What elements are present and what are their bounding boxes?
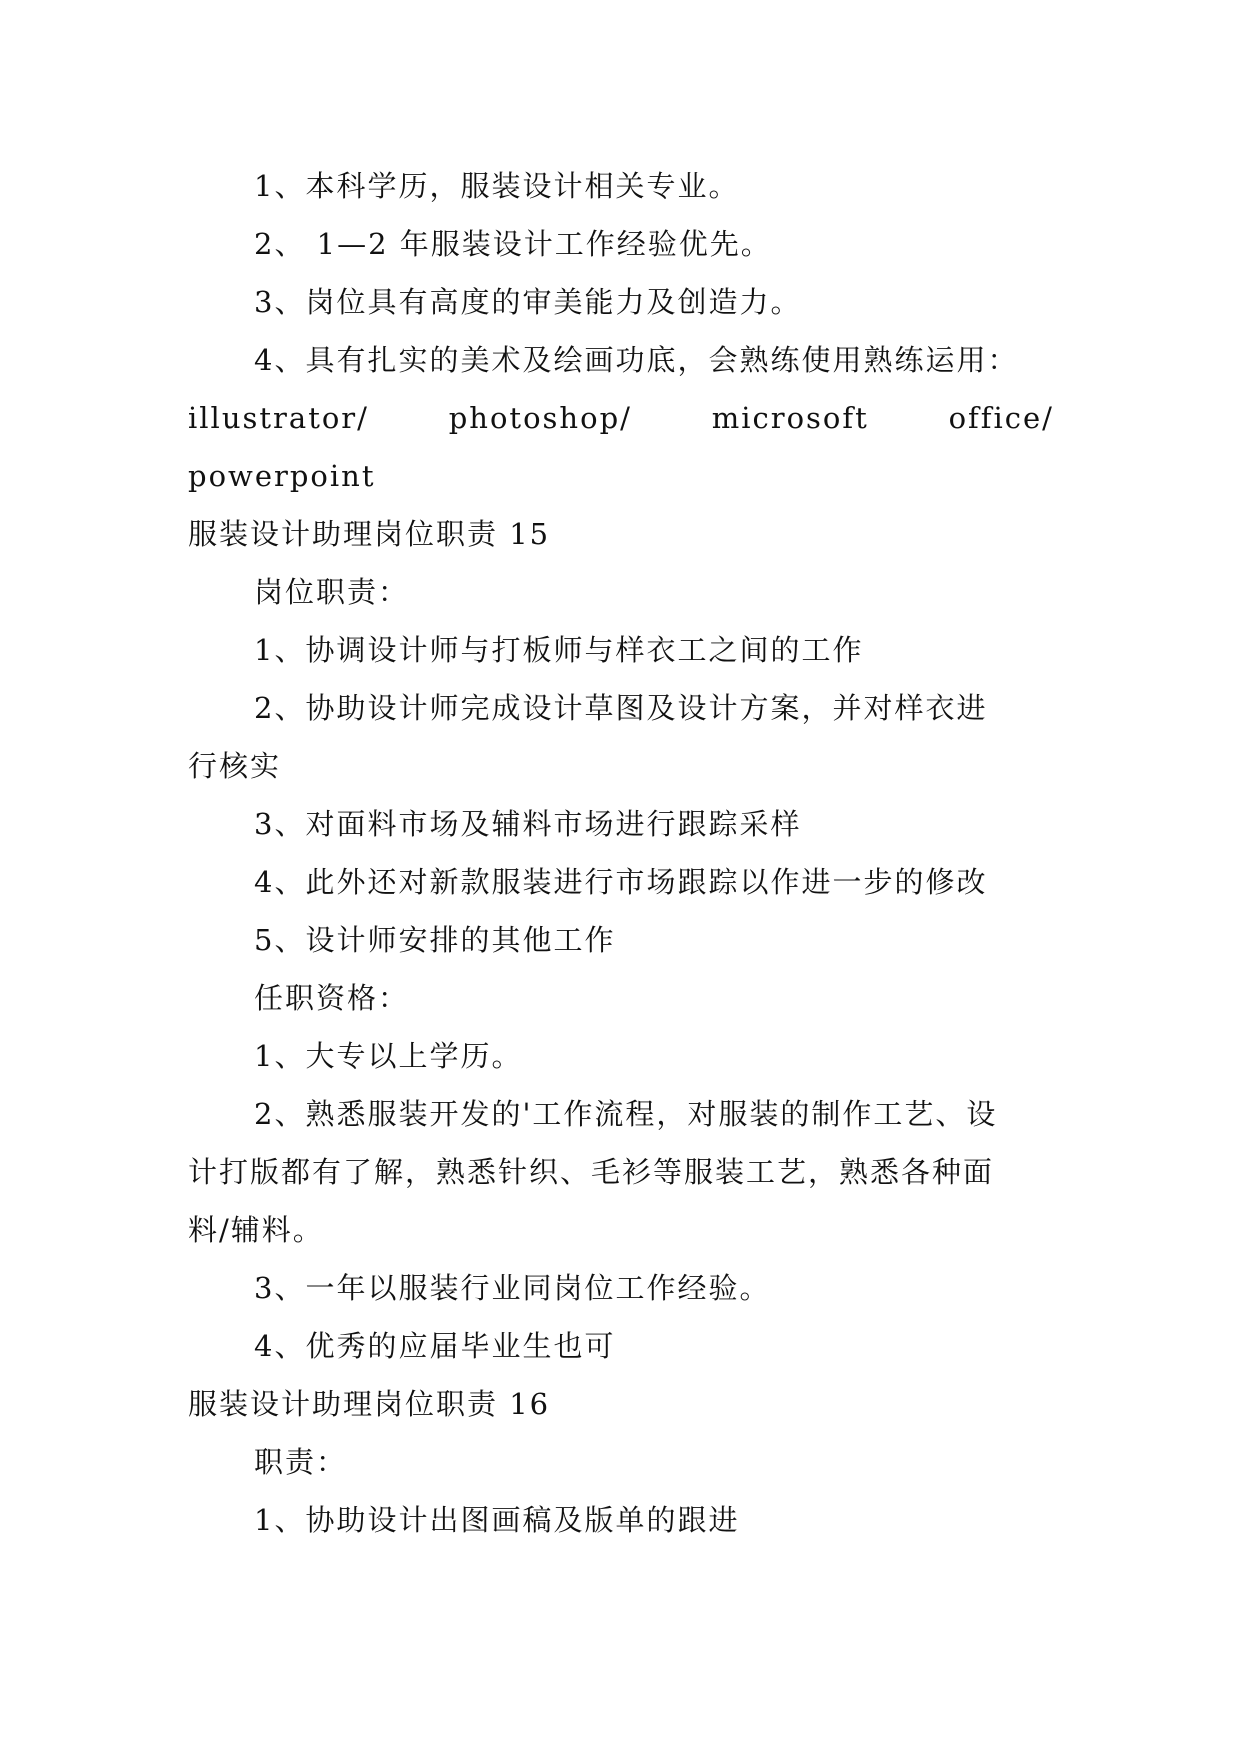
- section-15-duty-4: 4、此外还对新款服装进行市场跟踪以作进一步的修改: [254, 865, 988, 899]
- document-body: [188, 157, 1054, 1549]
- section-16-duty-1: 1、协助设计出图画稿及版单的跟进: [254, 1503, 740, 1537]
- section-15-duty-2-line-2: 行核实: [188, 749, 282, 783]
- requirement-item-1: 1、本科学历，服装设计相关专业。: [254, 169, 740, 203]
- section-15-qualification-2-line-2: 计打版都有了解，熟悉针织、毛衫等服装工艺，熟悉各种面: [188, 1155, 995, 1189]
- section-15-qualification-2: [188, 1085, 1054, 1259]
- section-16-duties-label: 职责：: [254, 1445, 348, 1479]
- requirement-item-4: [188, 331, 1054, 505]
- section-15-qualification-1: 1、大专以上学历。: [254, 1039, 523, 1073]
- section-15-qualifications-label: 任职资格：: [254, 981, 410, 1015]
- section-15-title: 服装设计助理岗位职责 15: [188, 517, 551, 551]
- section-15-duty-2-line-1: 2、协助设计师完成设计草图及设计方案，并对样衣进: [254, 691, 988, 725]
- section-15-duties-label: 岗位职责：: [254, 575, 410, 609]
- software-microsoft: microsoft: [711, 401, 869, 435]
- section-15-qualification-3: 3、一年以服装行业同岗位工作经验。: [254, 1271, 771, 1305]
- requirement-item-4-line-3: powerpoint: [188, 459, 376, 493]
- section-15-duty-2: [188, 679, 1054, 795]
- section-15-duty-5: 5、设计师安排的其他工作: [254, 923, 616, 957]
- software-photoshop: photoshop/: [448, 401, 632, 435]
- section-15-qualification-4: 4、优秀的应届毕业生也可: [254, 1329, 616, 1363]
- requirement-item-3: 3、岗位具有高度的审美能力及创造力。: [254, 285, 802, 319]
- software-office: office/: [948, 401, 1054, 435]
- requirement-item-4-line-1: 4、具有扎实的美术及绘画功底，会熟练使用熟练运用：: [254, 343, 1019, 377]
- section-15-duty-1: 1、协调设计师与打板师与样衣工之间的工作: [254, 633, 864, 667]
- section-16-title: 服装设计助理岗位职责 16: [188, 1387, 551, 1421]
- software-list-line: [188, 389, 1054, 447]
- requirement-item-2: 2、 1—2 年服装设计工作经验优先。: [254, 227, 772, 261]
- section-15-qualification-2-line-3: 料/辅料。: [188, 1213, 324, 1247]
- software-illustrator: illustrator/: [188, 401, 369, 435]
- section-15-duty-3: 3、对面料市场及辅料市场进行跟踪采样: [254, 807, 802, 841]
- section-15-qualification-2-line-1: 2、熟悉服装开发的'工作流程，对服装的制作工艺、设: [254, 1097, 998, 1131]
